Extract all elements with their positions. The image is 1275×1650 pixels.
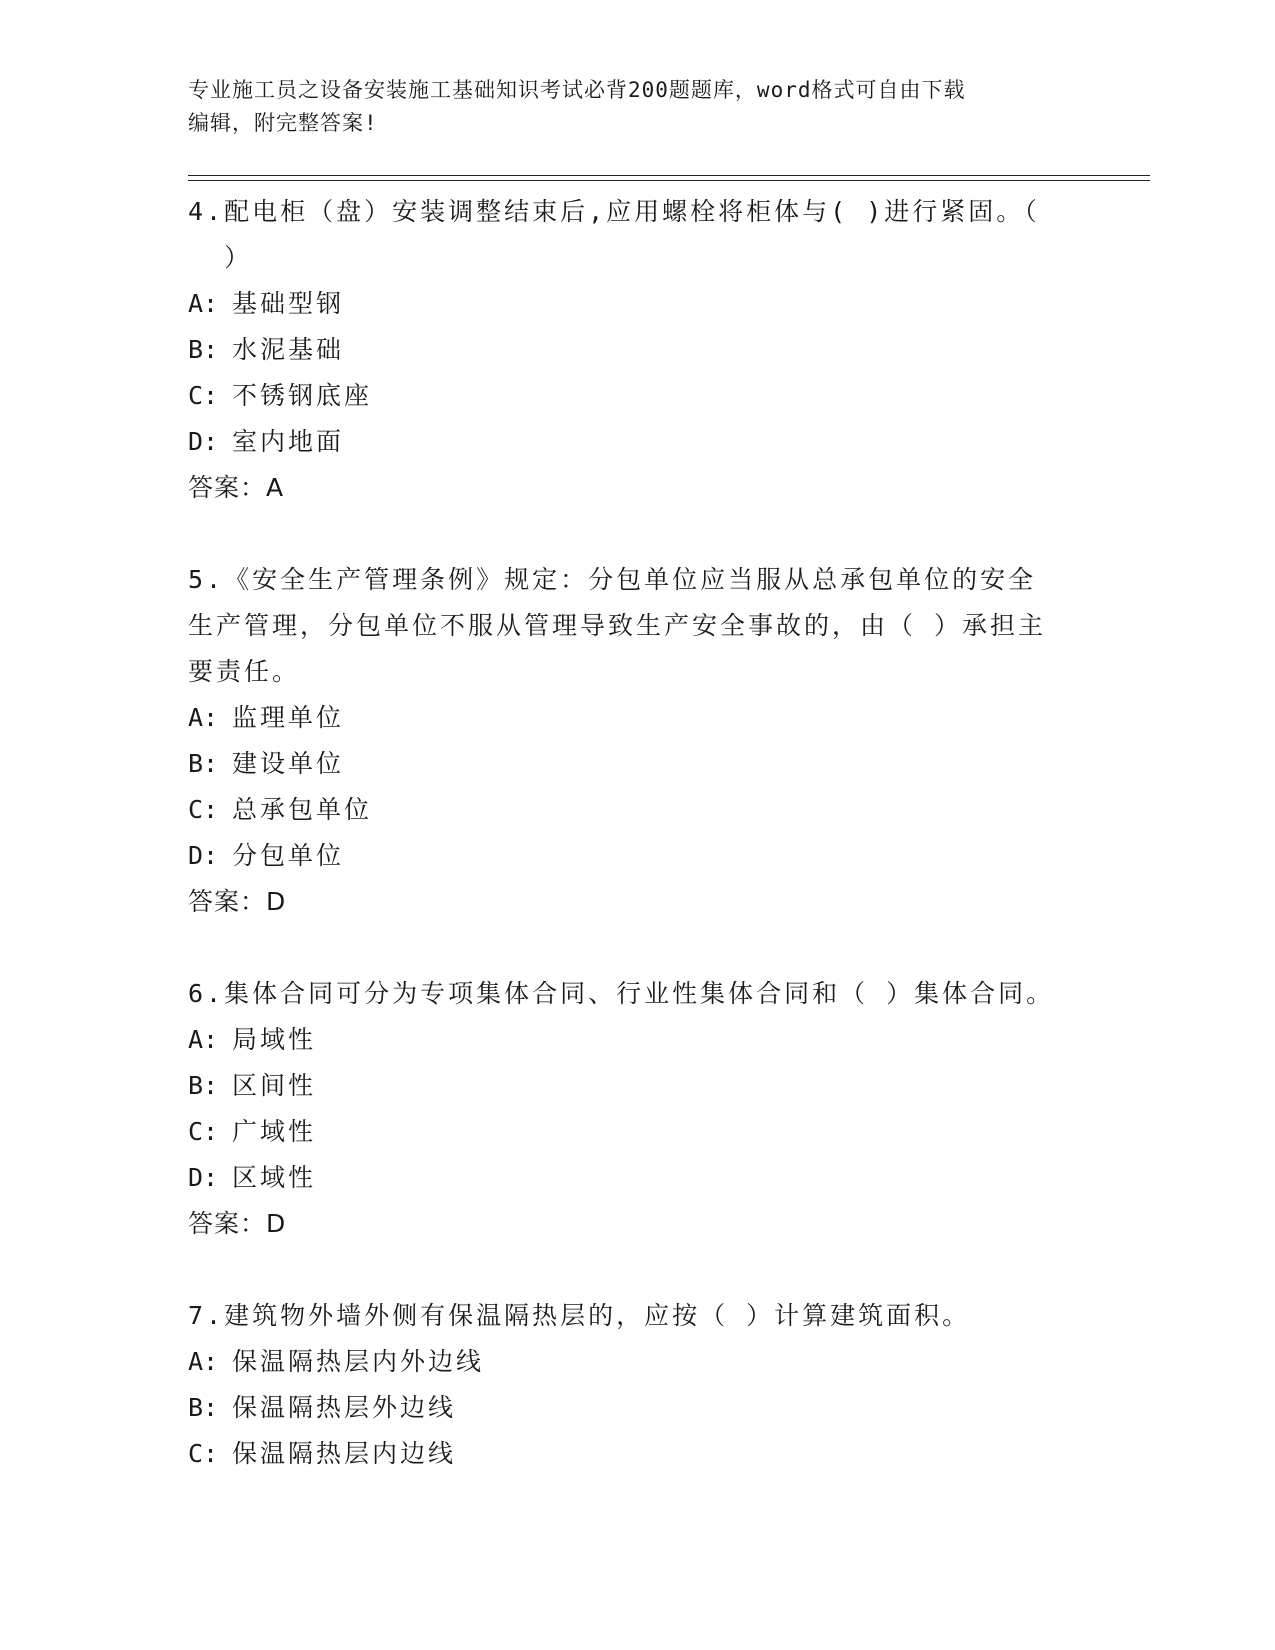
option-key: A: — [188, 289, 219, 318]
option-d — [188, 1155, 1088, 1201]
option-text: 监理单位 — [232, 703, 345, 732]
option-d — [188, 833, 1088, 879]
option-text: 基础型钢 — [232, 289, 345, 318]
option-b — [188, 1063, 1088, 1109]
option-c — [188, 1109, 1088, 1155]
option-text: 室内地面 — [232, 427, 345, 456]
header-title-line-2: 编辑，附完整答案! — [188, 111, 378, 135]
option-key: B: — [188, 335, 219, 364]
option-key: A: — [188, 1025, 219, 1054]
option-b — [188, 741, 1088, 787]
question-spacer — [188, 511, 1088, 557]
option-key: C: — [188, 1439, 219, 1468]
option-c — [188, 373, 1088, 419]
question-4 — [188, 189, 1088, 511]
header-rule-bottom — [188, 180, 1150, 181]
question-spacer — [188, 925, 1088, 971]
question-spacer — [188, 1247, 1088, 1293]
option-text: 局域性 — [232, 1025, 317, 1054]
option-key: C: — [188, 1117, 219, 1146]
option-text: 不锈钢底座 — [232, 381, 373, 410]
question-stem-line: 要责任。 — [188, 657, 301, 686]
question-6 — [188, 971, 1088, 1247]
document-header — [188, 74, 1088, 140]
option-a — [188, 281, 1088, 327]
option-b — [188, 327, 1088, 373]
question-7 — [188, 1293, 1088, 1477]
option-key: B: — [188, 1393, 219, 1422]
answer-line: 答案：D — [188, 1209, 287, 1238]
option-a — [188, 695, 1088, 741]
question-stem-line: 5.《安全生产管理条例》规定：分包单位应当服从总承包单位的安全 — [188, 565, 1037, 594]
option-key: D: — [188, 841, 219, 870]
question-stem-line: 6.集体合同可分为专项集体合同、行业性集体合同和（ ）集体合同。 — [188, 979, 1055, 1008]
question-stem-line: 生产管理，分包单位不服从管理导致生产安全事故的，由（ ）承担主 — [188, 611, 1047, 640]
question-list — [188, 189, 1088, 1477]
option-text: 广域性 — [232, 1117, 317, 1146]
option-b — [188, 1385, 1088, 1431]
option-c — [188, 787, 1088, 833]
question-5 — [188, 557, 1088, 925]
option-a — [188, 1339, 1088, 1385]
option-text: 分包单位 — [232, 841, 345, 870]
option-key: C: — [188, 381, 219, 410]
question-stem-line: ） — [188, 243, 253, 272]
option-text: 建设单位 — [232, 749, 345, 778]
option-key: D: — [188, 427, 219, 456]
option-key: B: — [188, 1071, 219, 1100]
header-rule-top — [188, 175, 1150, 176]
option-key: B: — [188, 749, 219, 778]
question-stem-line: 4.配电柜（盘）安装调整结束后,应用螺栓将柜体与( )进行紧固。（ — [188, 197, 1040, 226]
option-key: C: — [188, 795, 219, 824]
option-key: A: — [188, 703, 219, 732]
option-text: 区域性 — [232, 1163, 317, 1192]
option-text: 水泥基础 — [232, 335, 345, 364]
answer-line: 答案：D — [188, 887, 287, 916]
option-text: 保温隔热层外边线 — [232, 1393, 457, 1422]
question-stem-line: 7.建筑物外墙外侧有保温隔热层的，应按（ ）计算建筑面积。 — [188, 1301, 971, 1330]
answer-line: 答案：A — [188, 473, 285, 502]
option-d — [188, 419, 1088, 465]
header-title-line-1: 专业施工员之设备安装施工基础知识考试必背200题题库，word格式可自由下载 — [188, 78, 966, 102]
option-key: D: — [188, 1163, 219, 1192]
option-text: 保温隔热层内边线 — [232, 1439, 457, 1468]
option-text: 区间性 — [232, 1071, 317, 1100]
option-key: A: — [188, 1347, 219, 1376]
option-text: 保温隔热层内外边线 — [232, 1347, 485, 1376]
option-c — [188, 1431, 1088, 1477]
option-a — [188, 1017, 1088, 1063]
option-text: 总承包单位 — [232, 795, 373, 824]
